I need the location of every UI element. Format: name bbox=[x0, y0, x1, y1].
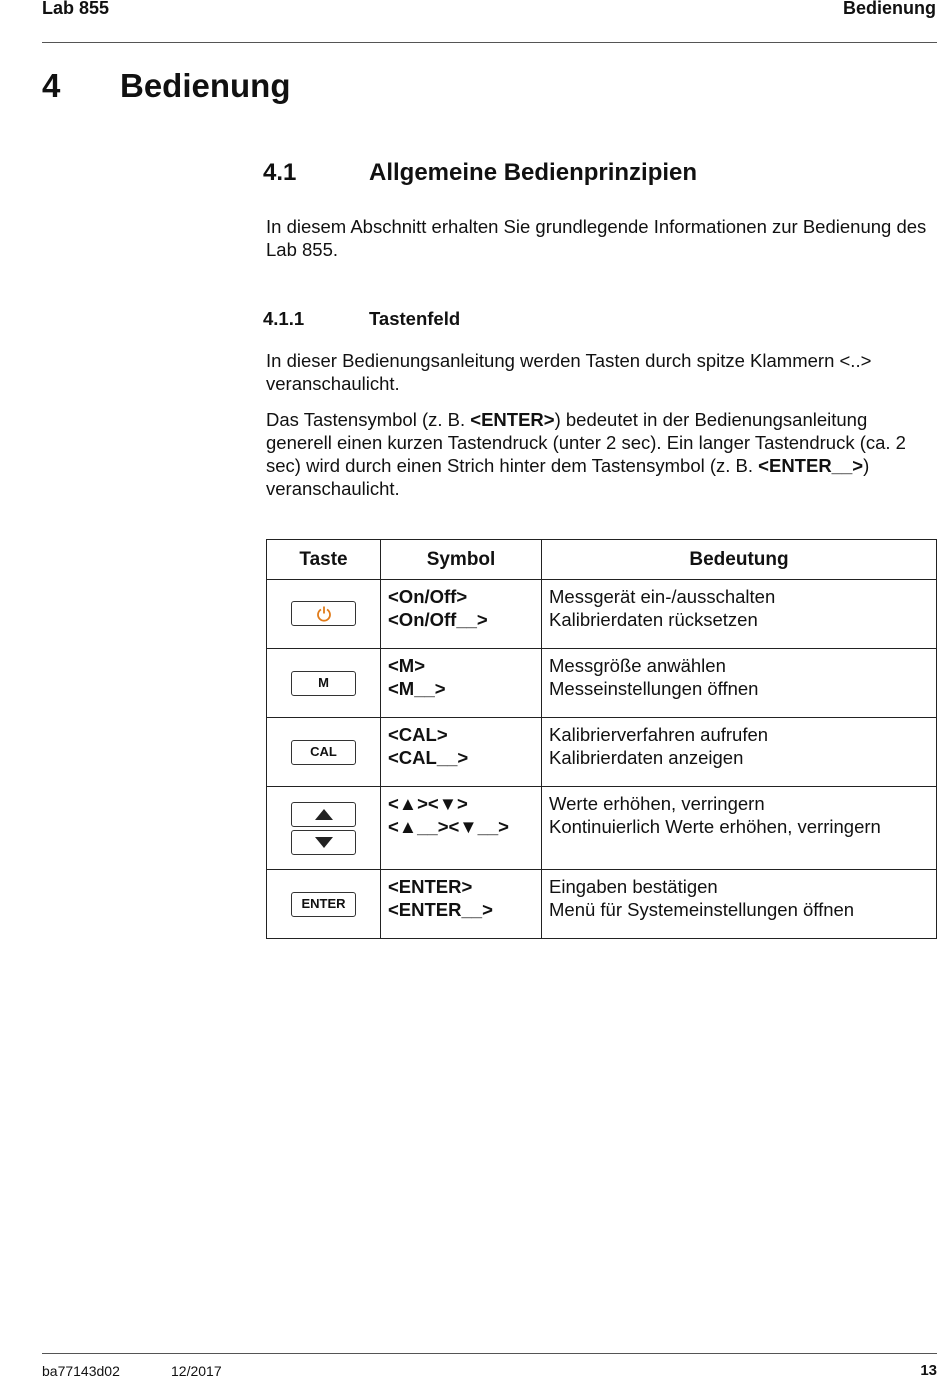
meaning-short: Werte erhöhen, verringern bbox=[549, 793, 765, 814]
symbol-cell bbox=[381, 870, 542, 939]
symbol-cell bbox=[381, 580, 542, 649]
meaning-short: Messgerät ein-/ausschalten bbox=[549, 586, 776, 607]
symbol-long: <M__> bbox=[388, 678, 446, 699]
paragraph-text: ) veranschaulicht. bbox=[266, 455, 870, 499]
table-row bbox=[267, 787, 937, 870]
intro-paragraph: In diesem Abschnitt erhalten Sie grundlegende Informationen zur Bedienung des Lab 855. bbox=[266, 216, 927, 260]
enter-symbol-long: <ENTER__> bbox=[758, 455, 864, 476]
header-section: Bedienung bbox=[843, 0, 936, 18]
up-key bbox=[291, 802, 356, 827]
table-row bbox=[267, 649, 937, 718]
enter-key: ENTER bbox=[291, 892, 356, 917]
section-number: 4.1 bbox=[263, 159, 297, 186]
meaning-long: Messeinstellungen öffnen bbox=[549, 678, 759, 699]
symbol-long: <ENTER__> bbox=[388, 899, 493, 920]
meaning-short: Messgröße anwählen bbox=[549, 655, 726, 676]
power-icon bbox=[316, 605, 332, 622]
meaning-long: Kalibrierdaten rücksetzen bbox=[549, 609, 758, 630]
paragraph-text: Das Tastensymbol (z. B. bbox=[266, 409, 471, 430]
meaning-long: Kontinuierlich Werte erhöhen, verringern bbox=[549, 816, 881, 837]
meaning-short: Kalibrierverfahren aufrufen bbox=[549, 724, 769, 745]
symbol-long: <On/Off__> bbox=[388, 609, 488, 630]
down-key bbox=[291, 830, 356, 855]
symbol-short: <CAL> bbox=[388, 724, 448, 745]
symbol-long: <CAL__> bbox=[388, 747, 469, 768]
column-header-meaning: Bedeutung bbox=[542, 540, 937, 580]
meaning-cell bbox=[542, 787, 937, 870]
chapter-title: Bedienung bbox=[120, 67, 291, 104]
footer-doc-id: ba77143d02 bbox=[42, 1363, 120, 1379]
cal-key: CAL bbox=[291, 740, 356, 765]
table-header-row bbox=[267, 540, 937, 580]
meaning-cell bbox=[542, 870, 937, 939]
table-row bbox=[267, 870, 937, 939]
column-header-key: Taste bbox=[267, 540, 381, 580]
meaning-cell bbox=[542, 649, 937, 718]
section-title: Allgemeine Bedienprinzipien bbox=[369, 159, 698, 186]
header-title: Lab 855 bbox=[42, 0, 110, 18]
symbol-cell bbox=[381, 718, 542, 787]
key-cell bbox=[267, 580, 381, 649]
meaning-long: Kalibrierdaten anzeigen bbox=[549, 747, 744, 768]
subsection-number: 4.1.1 bbox=[263, 308, 305, 329]
footer-date: 12/2017 bbox=[171, 1363, 222, 1379]
key-cell bbox=[267, 870, 381, 939]
symbol-short: <ENTER> bbox=[388, 876, 473, 897]
symbol-cell bbox=[381, 787, 542, 870]
key-press-paragraph bbox=[266, 408, 936, 500]
keys-notation-paragraph: In dieser Bedienungsanleitung werden Tasten durch spitze Klammern <..> veranschaulicht. bbox=[266, 350, 872, 394]
key-cell bbox=[267, 787, 381, 870]
footer-divider bbox=[42, 1353, 937, 1354]
meaning-long: Menü für Systemeinstellungen öffnen bbox=[549, 899, 855, 920]
arrow-up-icon bbox=[315, 809, 333, 820]
key-cell bbox=[267, 718, 381, 787]
arrow-down-icon bbox=[315, 837, 333, 848]
page-number: 13 bbox=[920, 1362, 937, 1379]
table-row bbox=[267, 580, 937, 649]
paragraph-text: ) bedeutet in der Bedienungsanleitung generell einen kurzen Tastendruck (unter 2 sec). Ein langer Tastendruck (ca. 2 sec) wird durch einen Strich hinter dem Tastensymbol (z. B. bbox=[266, 409, 906, 476]
column-header-symbol: Symbol bbox=[381, 540, 542, 580]
symbol-short: <M> bbox=[388, 655, 426, 676]
enter-symbol-short: <ENTER> bbox=[470, 409, 555, 430]
symbol-cell bbox=[381, 649, 542, 718]
key-table bbox=[266, 539, 937, 939]
m-key: M bbox=[291, 671, 356, 696]
header-divider bbox=[42, 42, 937, 43]
meaning-cell bbox=[542, 718, 937, 787]
meaning-cell bbox=[542, 580, 937, 649]
onoff-key bbox=[291, 601, 356, 626]
symbol-short: <On/Off> bbox=[388, 586, 468, 607]
symbol-long: <▲__><▼__> bbox=[388, 816, 509, 837]
symbol-short: <▲><▼> bbox=[388, 793, 468, 814]
subsection-title: Tastenfeld bbox=[369, 308, 461, 329]
table-row bbox=[267, 718, 937, 787]
chapter-number: 4 bbox=[42, 67, 61, 104]
key-cell bbox=[267, 649, 381, 718]
meaning-short: Eingaben bestätigen bbox=[549, 876, 718, 897]
